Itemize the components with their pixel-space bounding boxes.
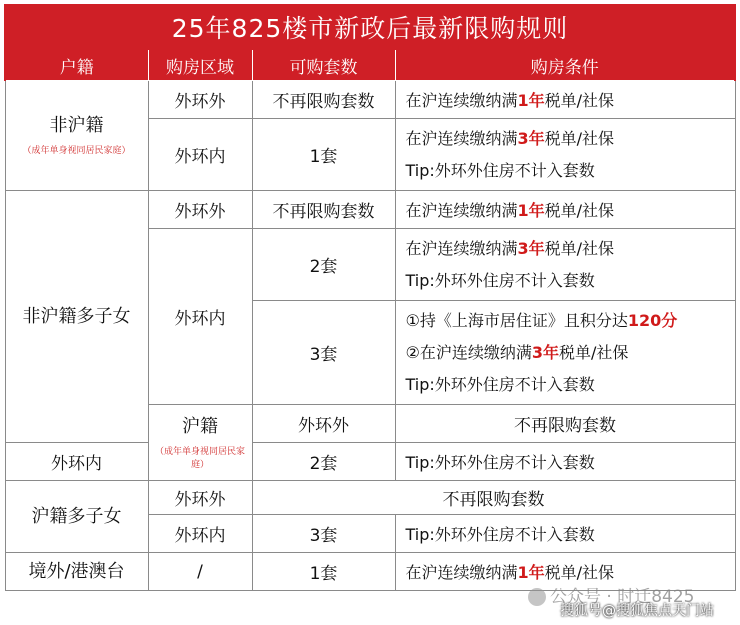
condition-cell [395, 119, 735, 191]
area-cell: 外环外 [148, 481, 252, 515]
sohu-watermark: 搜狐号@搜狐焦点天门站 [560, 603, 714, 619]
cond-line [406, 337, 735, 369]
cond-highlight: 3年 [517, 128, 545, 148]
count-cell: 3套 [252, 301, 395, 405]
cond-text: 税单/社保 [559, 342, 629, 362]
group-name: 境外/港澳台 [28, 560, 125, 582]
table-row [5, 191, 735, 229]
cond-highlight: 1年 [517, 201, 545, 220]
cond-highlight: 120分 [627, 310, 678, 330]
cond-text: 在沪连续缴纳满 [405, 128, 518, 148]
tip-text: Tip:外环外住房不计入套数 [405, 270, 595, 290]
group-label-cell [148, 405, 252, 481]
condition-cell [395, 191, 735, 229]
group-label-cell [5, 553, 148, 591]
count-cell: 1套 [252, 553, 395, 591]
tip-text: Tip:外环外住房不计入套数 [405, 160, 595, 180]
group-label-cell [5, 191, 148, 443]
count-cell: 2套 [252, 229, 395, 301]
group-name: 非沪籍多子女 [22, 305, 131, 327]
group-label-cell [5, 81, 148, 191]
table-title: 25年825楼市新政后最新限购规则 [5, 5, 735, 49]
table-row [5, 481, 735, 515]
cond-text: 税单/社保 [544, 201, 615, 220]
cond-text: 税单/社保 [544, 91, 615, 110]
watermark-text: 公众号 · 时迁8425 [550, 587, 695, 607]
cond-text: 在沪连续缴纳满 [405, 91, 518, 110]
group-name: 沪籍多子女 [31, 505, 122, 527]
header-count: 可购套数 [252, 49, 395, 81]
count-cell: 1套 [252, 119, 395, 191]
cond-highlight: 3年 [517, 238, 545, 258]
area-cell: / [148, 553, 252, 591]
group-note: （成年单身视同居民家庭） [154, 446, 245, 470]
area-cell: 外环外 [252, 405, 395, 443]
area-cell: 外环外 [148, 191, 252, 229]
cond-highlight: 1年 [517, 563, 545, 582]
count-cell: 不再限购套数 [252, 191, 395, 229]
cond-highlight: 1年 [517, 91, 545, 110]
wechat-logo-icon [528, 588, 546, 606]
merged-cell: 不再限购套数 [252, 481, 735, 515]
table-row [5, 81, 735, 119]
condition-cell [395, 301, 735, 405]
area-cell: 外环外 [148, 81, 252, 119]
cond-highlight: 3年 [531, 342, 559, 362]
tip-text: Tip:外环外住房不计入套数 [395, 515, 735, 553]
tip-text: Tip:外环外住房不计入套数 [405, 374, 595, 394]
condition-cell [395, 229, 735, 301]
cond-text: 税单/社保 [544, 238, 615, 258]
cond-text: ①持《上海市居住证》且积分达 [405, 310, 628, 330]
merged-cell: 不再限购套数 [395, 405, 735, 443]
cond-text: ②在沪连续缴纳满 [405, 342, 532, 362]
group-name: 沪籍 [182, 415, 218, 437]
area-cell: 外环内 [148, 515, 252, 553]
cond-line [406, 305, 735, 337]
title-row [5, 5, 735, 49]
condition-cell [395, 81, 735, 119]
table-row [5, 443, 735, 481]
cond-text: 税单/社保 [544, 128, 615, 148]
count-cell: 不再限购套数 [252, 81, 395, 119]
cond-text: 在沪连续缴纳满 [405, 238, 518, 258]
group-name: 非沪籍 [49, 115, 104, 136]
header-huji: 户籍 [5, 49, 148, 81]
header-row [5, 49, 735, 81]
cond-text: 在沪连续缴纳满 [405, 201, 518, 220]
cond-text: 在沪连续缴纳满 [405, 563, 518, 582]
area-cell: 外环内 [148, 119, 252, 191]
cond-text: 税单/社保 [544, 563, 615, 582]
count-cell: 3套 [252, 515, 395, 553]
policy-table-frame [4, 4, 734, 620]
count-cell: 2套 [252, 443, 395, 481]
area-cell: 外环内 [5, 443, 148, 481]
purchase-rules-table [4, 4, 736, 591]
header-area: 购房区域 [148, 49, 252, 81]
cond-line [406, 233, 735, 265]
header-conditions: 购房条件 [395, 49, 735, 81]
cond-line [406, 123, 735, 155]
group-note: （成年单身视同居民家庭） [22, 146, 131, 156]
area-cell: 外环内 [148, 229, 252, 405]
group-label-cell [5, 481, 148, 553]
tip-text: Tip:外环外住房不计入套数 [395, 443, 735, 481]
